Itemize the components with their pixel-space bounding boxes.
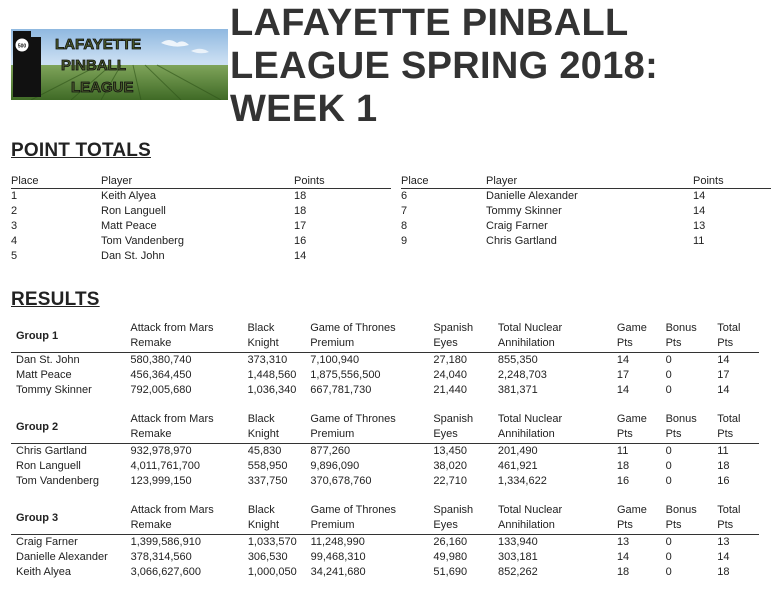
game-of-thrones-cell: 877,260 [310, 445, 351, 457]
total-pts-cell: 18 [717, 460, 730, 472]
black-knight-cell: 373,310 [247, 354, 288, 366]
column-header-line: Attack from Mars [130, 504, 214, 516]
place-cell: 9 [401, 235, 408, 247]
column-header-player: Player [101, 173, 294, 189]
svg-text:LEAGUE: LEAGUE [71, 79, 134, 96]
table-header-row [11, 321, 759, 353]
spanish-eyes-cell: 21,440 [433, 384, 467, 396]
column-header-line: Eyes [433, 519, 458, 531]
column-header-line: Pts [717, 428, 734, 440]
column-header-line: Game of Thrones [310, 322, 396, 334]
place-cell: 2 [11, 205, 18, 217]
table-header-row [11, 412, 759, 444]
total-nuclear-annihilation-cell: 852,262 [498, 566, 538, 578]
player-cell: Chris Gartland [16, 445, 87, 457]
column-header-line: Premium [310, 337, 355, 349]
points-cell: 14 [693, 190, 706, 202]
table-row [11, 249, 391, 264]
black-knight-cell: 1,036,340 [247, 384, 297, 396]
table-row [11, 565, 759, 580]
table-row [11, 189, 391, 205]
points-cell: 14 [693, 205, 706, 217]
player-cell: Matt Peace [101, 220, 157, 232]
attack-from-mars-cell: 4,011,761,700 [130, 460, 201, 472]
column-header-line: Total [717, 322, 741, 334]
group-label: Group 1 [11, 321, 130, 353]
place-cell: 6 [401, 190, 408, 202]
total-nuclear-annihilation-cell: 381,371 [497, 384, 538, 396]
attack-from-mars-cell: 792,005,680 [130, 384, 192, 396]
player-cell: Matt Peace [16, 369, 72, 381]
total-nuclear-annihilation-cell: 461,921 [497, 460, 538, 472]
svg-text:500: 500 [17, 43, 27, 50]
column-header-line: Premium [310, 519, 355, 531]
point-totals-table-left [11, 173, 391, 264]
column-header-bonus-pts [666, 321, 718, 353]
league-logo [11, 29, 228, 100]
column-header-game-of-thrones [310, 321, 433, 353]
table-row [11, 459, 759, 474]
game-pts-cell: 13 [616, 536, 630, 548]
column-header-line: Remake [130, 337, 172, 349]
bonus-pts-cell: 0 [665, 354, 672, 366]
attack-from-mars-cell: 456,364,450 [130, 369, 192, 381]
column-header-line: Total Nuclear [498, 504, 563, 516]
spanish-eyes-cell: 27,180 [433, 354, 467, 366]
bonus-pts-cell: 0 [665, 460, 672, 472]
total-nuclear-annihilation-cell: 1,334,622 [497, 475, 547, 487]
table-row [11, 474, 759, 489]
attack-from-mars-cell: 1,399,586,910 [130, 536, 201, 548]
points-cell: 16 [294, 235, 307, 247]
column-header-line: Bonus [665, 413, 697, 425]
column-header-spanish-eyes [433, 503, 498, 535]
results-group-table [11, 412, 759, 489]
column-header-total-nuclear-annihilation [498, 503, 617, 535]
column-header-game-pts [617, 412, 666, 444]
bonus-pts-cell: 0 [665, 384, 672, 396]
player-cell: Dan St. John [101, 250, 165, 262]
column-header-total-pts [717, 503, 759, 535]
player-cell: Ron Languell [101, 205, 166, 217]
total-nuclear-annihilation-cell: 855,350 [497, 354, 538, 366]
table-header-row [11, 173, 391, 189]
player-cell: Craig Farner [16, 536, 78, 548]
spanish-eyes-cell: 38,020 [433, 460, 467, 472]
column-header-total-pts [717, 412, 759, 444]
group-label: Group 2 [11, 412, 130, 444]
column-header-line: Pts [616, 428, 633, 440]
spanish-eyes-cell: 51,690 [433, 566, 468, 578]
column-header-game-pts [617, 321, 666, 353]
column-header-line: Remake [130, 428, 172, 440]
table-row [11, 204, 391, 219]
column-header-line: Bonus [665, 322, 697, 334]
column-header-line: Game of Thrones [310, 504, 396, 516]
point-totals-heading: POINT TOTALS [11, 140, 151, 161]
column-header-line: Annihilation [498, 519, 555, 531]
attack-from-mars-cell: 580,380,740 [130, 354, 192, 366]
column-header-attack-from-mars [130, 321, 247, 353]
total-pts-cell: 17 [717, 369, 730, 381]
place-cell: 4 [11, 235, 18, 247]
game-pts-cell: 17 [616, 369, 630, 381]
total-nuclear-annihilation-cell: 133,940 [498, 536, 538, 548]
black-knight-cell: 1,033,570 [247, 536, 297, 548]
page-title: LAFAYETTE PINBALL LEAGUE SPRING 2018: WEEK 1 [230, 2, 659, 130]
black-knight-cell: 1,448,560 [247, 369, 297, 381]
results-heading: RESULTS [11, 289, 100, 310]
total-nuclear-annihilation-cell: 201,490 [497, 445, 538, 457]
column-header-line: Pts [717, 337, 734, 349]
column-header-line: Total [717, 504, 741, 516]
column-header-game-of-thrones [311, 503, 434, 535]
attack-from-mars-cell: 3,066,627,600 [130, 566, 201, 578]
table-row [401, 219, 771, 234]
bonus-pts-cell: 0 [665, 551, 672, 563]
bonus-pts-cell: 0 [665, 445, 672, 457]
total-pts-cell: 16 [717, 475, 730, 487]
column-header-line: Total [717, 413, 741, 425]
place-cell: 1 [11, 190, 18, 202]
column-header-game-of-thrones [310, 412, 433, 444]
game-of-thrones-cell: 1,875,556,500 [310, 369, 381, 381]
column-header-line: Remake [130, 519, 172, 531]
spanish-eyes-cell: 24,040 [433, 369, 467, 381]
results-group-table [11, 503, 759, 580]
total-pts-cell: 14 [717, 551, 730, 563]
game-pts-cell: 18 [616, 566, 630, 578]
column-header-total-pts [717, 321, 759, 353]
column-header-line: Knight [247, 337, 279, 349]
column-header-total-nuclear-annihilation [498, 412, 617, 444]
column-header-place: Place [11, 173, 101, 189]
black-knight-cell: 45,830 [247, 445, 282, 457]
table-row [11, 550, 759, 565]
column-header-line: Annihilation [497, 337, 555, 349]
column-header-line: Game [616, 413, 647, 425]
game-of-thrones-cell: 34,241,680 [310, 566, 366, 578]
table-row [401, 204, 771, 219]
game-of-thrones-cell: 9,896,090 [310, 460, 360, 472]
player-cell: Tommy Skinner [16, 384, 92, 396]
spanish-eyes-cell: 22,710 [433, 475, 467, 487]
game-of-thrones-cell: 370,678,760 [310, 475, 372, 487]
place-cell: 5 [11, 250, 18, 262]
column-header-black-knight [248, 412, 311, 444]
column-header-black-knight [247, 321, 310, 353]
column-header-game-pts [617, 503, 666, 535]
table-row [401, 189, 771, 205]
column-header-line: Eyes [433, 337, 458, 349]
points-cell: 11 [693, 235, 705, 247]
column-header-points: Points [693, 173, 771, 189]
points-cell: 13 [693, 220, 706, 232]
black-knight-cell: 1,000,050 [247, 566, 297, 578]
column-header-spanish-eyes [433, 321, 498, 353]
column-header-line: Pts [665, 337, 682, 349]
column-header-line: Pts [665, 519, 682, 531]
player-cell: Tommy Skinner [486, 205, 562, 217]
column-header-line: Annihilation [497, 428, 555, 440]
table-row [11, 353, 759, 369]
points-cell: 14 [294, 250, 307, 262]
table-row [11, 383, 759, 398]
spanish-eyes-cell: 49,980 [433, 551, 468, 563]
black-knight-cell: 558,950 [247, 460, 288, 472]
points-cell: 18 [294, 205, 307, 217]
black-knight-cell: 337,750 [247, 475, 288, 487]
attack-from-mars-cell: 123,999,150 [130, 475, 192, 487]
total-pts-cell: 14 [717, 384, 730, 396]
column-header-bonus-pts [666, 503, 718, 535]
column-header-line: Eyes [433, 428, 458, 440]
column-header-line: Spanish [433, 504, 474, 516]
player-cell: Craig Farner [486, 220, 548, 232]
table-row [11, 219, 391, 234]
results-group-table [11, 321, 759, 398]
column-header-line: Spanish [433, 413, 474, 425]
bonus-pts-cell: 0 [665, 566, 672, 578]
svg-text:PINBALL: PINBALL [61, 57, 126, 74]
column-header-line: Pts [616, 337, 633, 349]
game-of-thrones-cell: 11,248,990 [310, 536, 365, 548]
column-header-line: Attack from Mars [130, 322, 214, 334]
column-header-line: Pts [665, 428, 682, 440]
spanish-eyes-cell: 13,450 [433, 445, 467, 457]
total-pts-cell: 14 [717, 354, 730, 366]
column-header-line: Spanish [433, 322, 474, 334]
total-pts-cell: 13 [717, 536, 730, 548]
player-cell: Tom Vandenberg [101, 235, 184, 247]
column-header-spanish-eyes [433, 412, 498, 444]
points-cell: 17 [294, 220, 307, 232]
player-cell: Danielle Alexander [16, 551, 108, 563]
player-cell: Dan St. John [16, 354, 80, 366]
place-cell: 3 [11, 220, 18, 232]
player-cell: Keith Alyea [101, 190, 157, 202]
table-header-row [401, 173, 771, 189]
game-pts-cell: 14 [616, 354, 630, 366]
column-header-line: Attack from Mars [130, 413, 214, 425]
column-header-line: Pts [717, 519, 734, 531]
game-pts-cell: 11 [616, 445, 629, 457]
group-label: Group 3 [11, 503, 131, 535]
player-cell: Keith Alyea [16, 566, 72, 578]
column-header-attack-from-mars [130, 412, 247, 444]
black-knight-cell: 306,530 [247, 551, 288, 563]
total-nuclear-annihilation-cell: 2,248,703 [497, 369, 547, 381]
column-header-attack-from-mars [131, 503, 248, 535]
column-header-total-nuclear-annihilation [498, 321, 617, 353]
table-row [11, 444, 759, 460]
column-header-place: Place [401, 173, 486, 189]
points-cell: 18 [294, 190, 307, 202]
column-header-line: Game [616, 322, 647, 334]
game-of-thrones-cell: 7,100,940 [310, 354, 360, 366]
game-pts-cell: 18 [616, 460, 630, 472]
total-nuclear-annihilation-cell: 303,181 [498, 551, 538, 563]
table-header-row [11, 503, 759, 535]
column-header-line: Total Nuclear [497, 322, 563, 334]
game-pts-cell: 16 [616, 475, 630, 487]
column-header-line: Premium [310, 428, 355, 440]
column-header-line: Knight [247, 428, 279, 440]
player-cell: Chris Gartland [486, 235, 557, 247]
place-cell: 7 [401, 205, 408, 217]
total-pts-cell: 11 [717, 445, 729, 457]
place-cell: 8 [401, 220, 408, 232]
total-pts-cell: 18 [717, 566, 730, 578]
spanish-eyes-cell: 26,160 [433, 536, 468, 548]
game-pts-cell: 14 [616, 384, 630, 396]
table-row [11, 234, 391, 249]
column-header-black-knight [248, 503, 311, 535]
column-header-line: Game [616, 504, 647, 516]
svg-text:LAFAYETTE: LAFAYETTE [55, 36, 142, 53]
game-of-thrones-cell: 99,468,310 [310, 551, 366, 563]
player-cell: Danielle Alexander [486, 190, 578, 202]
column-header-line: Black [247, 322, 275, 334]
attack-from-mars-cell: 932,978,970 [130, 445, 192, 457]
game-of-thrones-cell: 667,781,730 [310, 384, 372, 396]
column-header-line: Total Nuclear [497, 413, 563, 425]
point-totals-table-right [401, 173, 771, 249]
bonus-pts-cell: 0 [665, 536, 672, 548]
column-header-bonus-pts [666, 412, 718, 444]
column-header-line: Bonus [665, 504, 697, 516]
column-header-line: Black [247, 504, 275, 516]
column-header-line: Knight [247, 519, 280, 531]
bonus-pts-cell: 0 [665, 369, 672, 381]
table-row [11, 368, 759, 383]
bonus-pts-cell: 0 [665, 475, 672, 487]
player-cell: Ron Languell [16, 460, 81, 472]
column-header-line: Pts [616, 519, 633, 531]
column-header-line: Black [247, 413, 275, 425]
game-pts-cell: 14 [616, 551, 630, 563]
column-header-line: Game of Thrones [310, 413, 396, 425]
table-row [401, 234, 771, 249]
player-cell: Tom Vandenberg [16, 475, 99, 487]
attack-from-mars-cell: 378,314,560 [130, 551, 192, 563]
column-header-points: Points [294, 173, 391, 189]
column-header-player: Player [486, 173, 693, 189]
table-row [11, 535, 759, 551]
